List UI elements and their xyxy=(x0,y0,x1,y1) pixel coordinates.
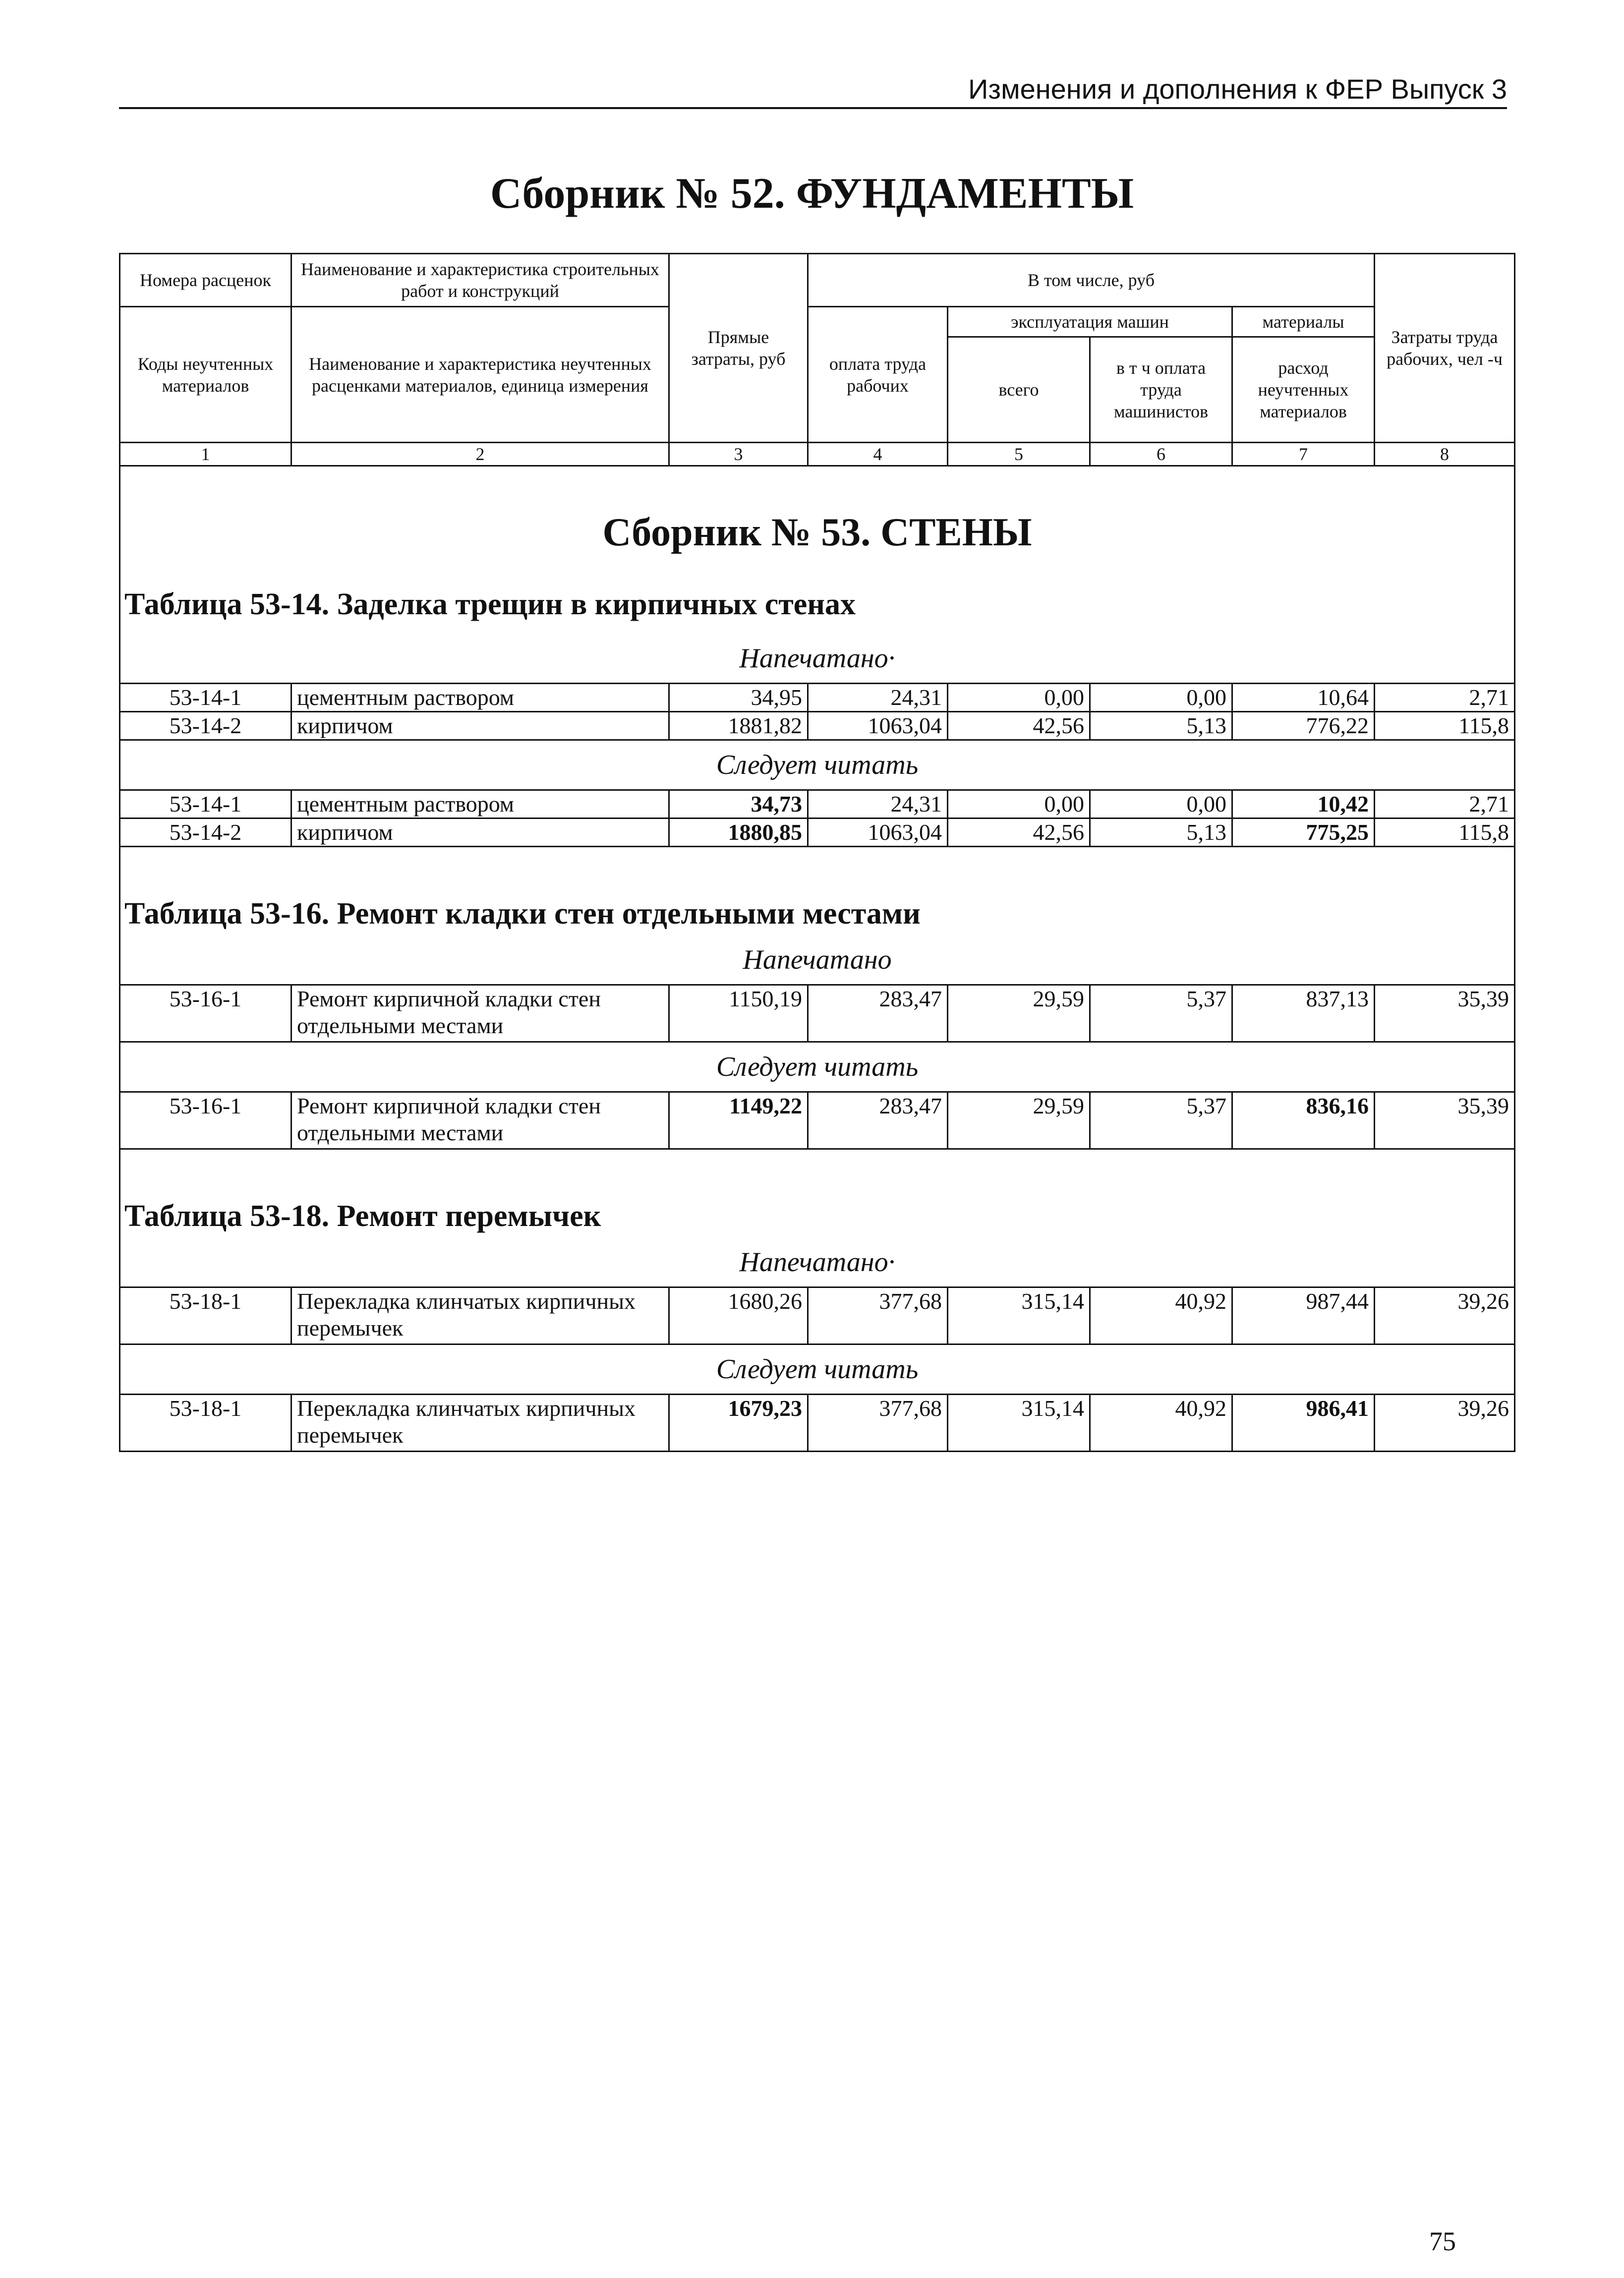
corrected-label: Следует читать xyxy=(120,1344,1515,1395)
header-number: 2 xyxy=(291,443,669,466)
table-row xyxy=(120,985,1515,1042)
header-number: 5 xyxy=(948,443,1090,466)
labor-hours: 35,39 xyxy=(1375,985,1515,1042)
materials-cost: 10,64 xyxy=(1232,684,1375,712)
header-including: В том числе, руб xyxy=(808,254,1375,307)
table-row xyxy=(120,684,1515,712)
machine-total: 29,59 xyxy=(948,985,1090,1042)
materials-cost: 986,41 xyxy=(1232,1395,1375,1452)
rate-code: 53-18-1 xyxy=(120,1287,291,1344)
table-row xyxy=(120,790,1515,818)
header-col7: расход неучтенных материалов xyxy=(1232,337,1375,443)
machine-total: 0,00 xyxy=(948,684,1090,712)
work-name: цементным раствором xyxy=(291,684,669,712)
labor-hours: 115,8 xyxy=(1375,818,1515,847)
machine-total: 315,14 xyxy=(948,1395,1090,1452)
rate-code: 53-14-1 xyxy=(120,790,291,818)
machine-labor: 40,92 xyxy=(1090,1287,1232,1344)
table-title: Таблица 53-18. Ремонт перемычек xyxy=(120,1149,1515,1238)
printed-label: Напечатано xyxy=(120,935,1515,985)
machine-labor: 40,92 xyxy=(1090,1395,1232,1452)
printed-label: Напечатано· xyxy=(120,1238,1515,1287)
collection-52-title: Сборник № 52. ФУНДАМЕНТЫ xyxy=(490,170,1134,218)
materials-cost: 776,22 xyxy=(1232,712,1375,740)
machine-total: 29,59 xyxy=(948,1092,1090,1149)
header-materials: материалы xyxy=(1232,307,1375,337)
table-title: Таблица 53-14. Заделка трещин в кирпичных стенах xyxy=(120,575,1515,634)
machine-total: 42,56 xyxy=(948,712,1090,740)
labor-cost: 283,47 xyxy=(808,1092,948,1149)
direct-cost: 34,73 xyxy=(669,790,808,818)
rate-code: 53-18-1 xyxy=(120,1395,291,1452)
rate-code: 53-14-1 xyxy=(120,684,291,712)
header-machines: эксплуатация машин xyxy=(948,307,1232,337)
labor-cost: 1063,04 xyxy=(808,712,948,740)
labor-hours: 2,71 xyxy=(1375,790,1515,818)
labor-cost: 377,68 xyxy=(808,1287,948,1344)
direct-cost: 1149,22 xyxy=(669,1092,808,1149)
header-number: 8 xyxy=(1375,443,1515,466)
materials-cost: 775,25 xyxy=(1232,818,1375,847)
header-number: 4 xyxy=(808,443,948,466)
page-number: 75 xyxy=(1429,2226,1456,2256)
work-name: цементным раствором xyxy=(291,790,669,818)
header-col2-top: Наименование и характеристика строительных работ и конструкций xyxy=(291,254,669,307)
direct-cost: 1680,26 xyxy=(669,1287,808,1344)
rate-code: 53-16-1 xyxy=(120,985,291,1042)
materials-cost: 837,13 xyxy=(1232,985,1375,1042)
labor-cost: 283,47 xyxy=(808,985,948,1042)
labor-hours: 2,71 xyxy=(1375,684,1515,712)
corrected-label: Следует читать xyxy=(120,740,1515,790)
machine-total: 315,14 xyxy=(948,1287,1090,1344)
header-col1-bottom: Коды неучтенных материалов xyxy=(120,307,291,443)
work-name: кирпичом xyxy=(291,818,669,847)
header-col2-bottom: Наименование и характеристика неучтенных расценками материалов, единица измерения xyxy=(291,307,669,443)
labor-hours: 115,8 xyxy=(1375,712,1515,740)
rate-code: 53-14-2 xyxy=(120,712,291,740)
spacer xyxy=(120,466,1515,491)
table-row xyxy=(120,712,1515,740)
labor-hours: 39,26 xyxy=(1375,1395,1515,1452)
rate-code: 53-16-1 xyxy=(120,1092,291,1149)
header-col6: в т ч оплата труда машинистов xyxy=(1090,337,1232,443)
rates-table xyxy=(119,253,1515,1452)
rates-table-wrapper xyxy=(119,253,1509,1452)
direct-cost: 1679,23 xyxy=(669,1395,808,1452)
header-number: 1 xyxy=(120,443,291,466)
table-title: Таблица 53-16. Ремонт кладки стен отдельными местами xyxy=(120,847,1515,936)
header-col5: всего xyxy=(948,337,1090,443)
header-col4: оплата труда рабочих xyxy=(808,307,948,443)
labor-hours: 35,39 xyxy=(1375,1092,1515,1149)
labor-hours: 39,26 xyxy=(1375,1287,1515,1344)
header-col8: Затраты труда рабочих, чел -ч xyxy=(1375,254,1515,443)
header-col1-top: Номера расценок xyxy=(120,254,291,307)
machine-labor: 0,00 xyxy=(1090,684,1232,712)
work-name: Ремонт кирпичной кладки стен отдельными местами xyxy=(291,985,669,1042)
materials-cost: 836,16 xyxy=(1232,1092,1375,1149)
machine-total: 42,56 xyxy=(948,818,1090,847)
table-row xyxy=(120,1395,1515,1452)
work-name: Перекладка клинчатых кирпичных перемычек xyxy=(291,1287,669,1344)
header-col3: Прямые затраты, руб xyxy=(669,254,808,443)
header-number: 7 xyxy=(1232,443,1375,466)
work-name: Ремонт кирпичной кладки стен отдельными местами xyxy=(291,1092,669,1149)
header-number: 6 xyxy=(1090,443,1232,466)
machine-labor: 5,37 xyxy=(1090,985,1232,1042)
labor-cost: 1063,04 xyxy=(808,818,948,847)
machine-labor: 5,13 xyxy=(1090,818,1232,847)
printed-label: Напечатано· xyxy=(120,634,1515,684)
header-number: 3 xyxy=(669,443,808,466)
machine-labor: 5,37 xyxy=(1090,1092,1232,1149)
work-name: Перекладка клинчатых кирпичных перемычек xyxy=(291,1395,669,1452)
table-row xyxy=(120,1287,1515,1344)
table-row xyxy=(120,818,1515,847)
table-row xyxy=(120,1092,1515,1149)
machine-labor: 5,13 xyxy=(1090,712,1232,740)
machine-total: 0,00 xyxy=(948,790,1090,818)
direct-cost: 1881,82 xyxy=(669,712,808,740)
labor-cost: 24,31 xyxy=(808,790,948,818)
direct-cost: 34,95 xyxy=(669,684,808,712)
running-header: Изменения и дополнения к ФЕР Выпуск 3 xyxy=(119,74,1507,109)
rate-code: 53-14-2 xyxy=(120,818,291,847)
work-name: кирпичом xyxy=(291,712,669,740)
direct-cost: 1880,85 xyxy=(669,818,808,847)
materials-cost: 987,44 xyxy=(1232,1287,1375,1344)
corrected-label: Следует читать xyxy=(120,1042,1515,1092)
machine-labor: 0,00 xyxy=(1090,790,1232,818)
labor-cost: 24,31 xyxy=(808,684,948,712)
labor-cost: 377,68 xyxy=(808,1395,948,1452)
collection-53-title: Сборник № 53. СТЕНЫ xyxy=(120,490,1515,575)
direct-cost: 1150,19 xyxy=(669,985,808,1042)
materials-cost: 10,42 xyxy=(1232,790,1375,818)
